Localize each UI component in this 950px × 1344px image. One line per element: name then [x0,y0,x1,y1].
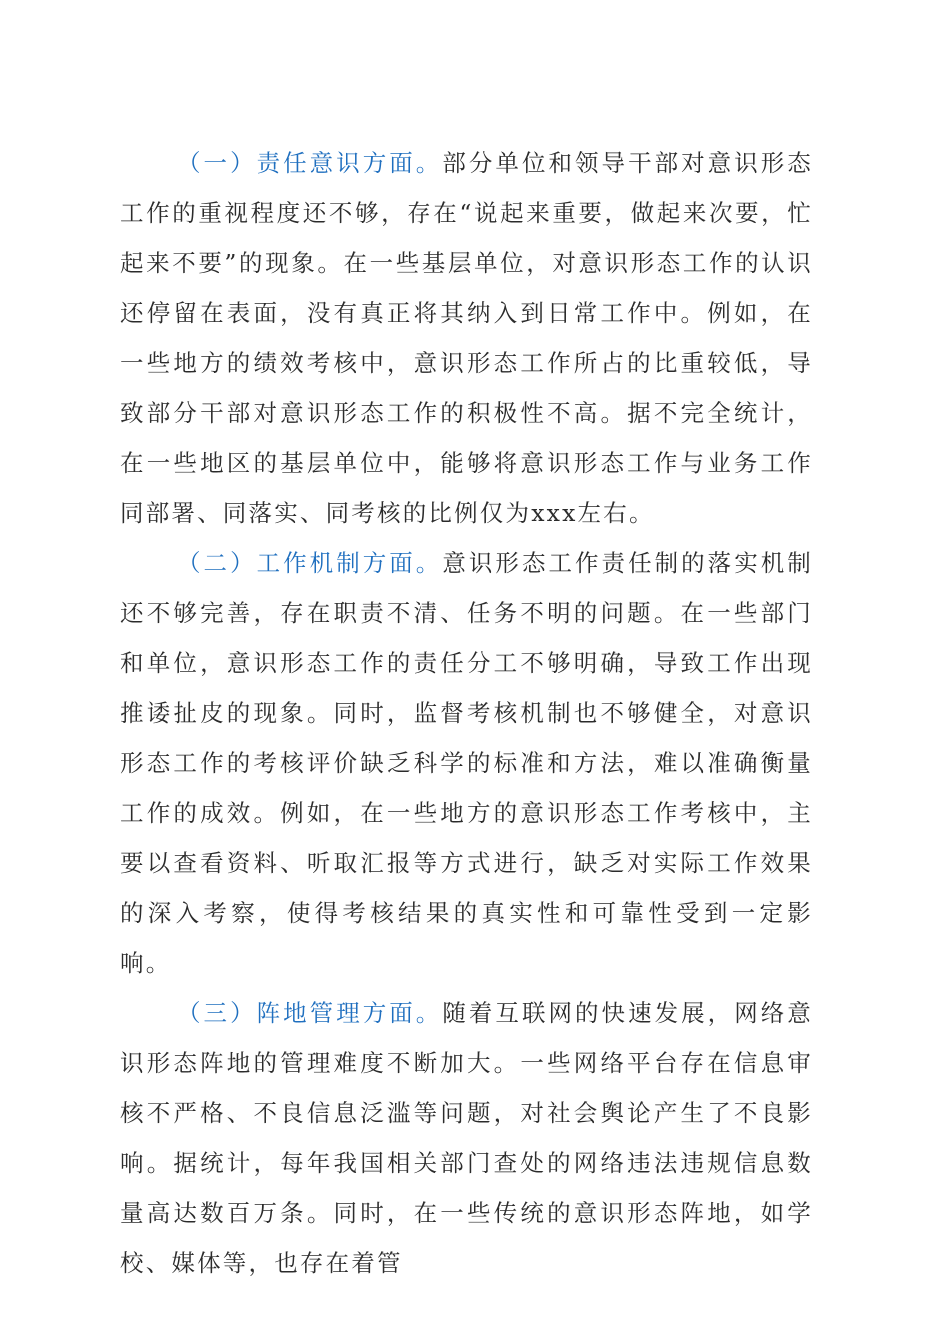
section-body-3: 随着互联网的快速发展，网络意识形态阵地的管理难度不断加大。一些网络平台存在信息审核不严格、不良信息泛滥等问题，对社会舆论产生了不良影响。据统计，每年我国相关部门查处的网络违法违规信息数量高达数百万条。同时，在一些传统的意识形态阵地，如学校、媒体等，也存在着管 [120,999,813,1277]
document-page [120,138,813,1288]
section-paragraph-1 [120,138,813,538]
section-heading-3: （三）阵地管理方面。 [177,999,443,1027]
section-heading-2: （二）工作机制方面。 [177,549,443,577]
section-body-1: 部分单位和领导干部对意识形态工作的重视程度还不够，存在“说起来重要，做起来次要，忙起来不要”的现象。在一些基层单位，对意识形态工作的认识还停留在表面，没有真正将其纳入到日常工作中。例如，在一些地方的绩效考核中，意识形态工作所占的比重较低，导致部分干部对意识形态工作的积极性不高。据不完全统计，在一些地区的基层单位中，能够将意识形态工作与业务工作同部署、同落实、同考核的比例仅为xxx左右。 [120,149,813,527]
section-body-2: 意识形态工作责任制的落实机制还不够完善，存在职责不清、任务不明的问题。在一些部门和单位，意识形态工作的责任分工不够明确，导致工作出现推诿扯皮的现象。同时，监督考核机制也不够健全，对意识形态工作的考核评价缺乏科学的标准和方法，难以准确衡量工作的成效。例如，在一些地方的意识形态工作考核中，主要以查看资料、听取汇报等方式进行，缺乏对实际工作效果的深入考察，使得考核结果的真实性和可靠性受到一定影响。 [120,549,813,977]
section-paragraph-2 [120,538,813,988]
section-heading-1: （一）责任意识方面。 [177,149,443,177]
section-paragraph-3 [120,988,813,1288]
